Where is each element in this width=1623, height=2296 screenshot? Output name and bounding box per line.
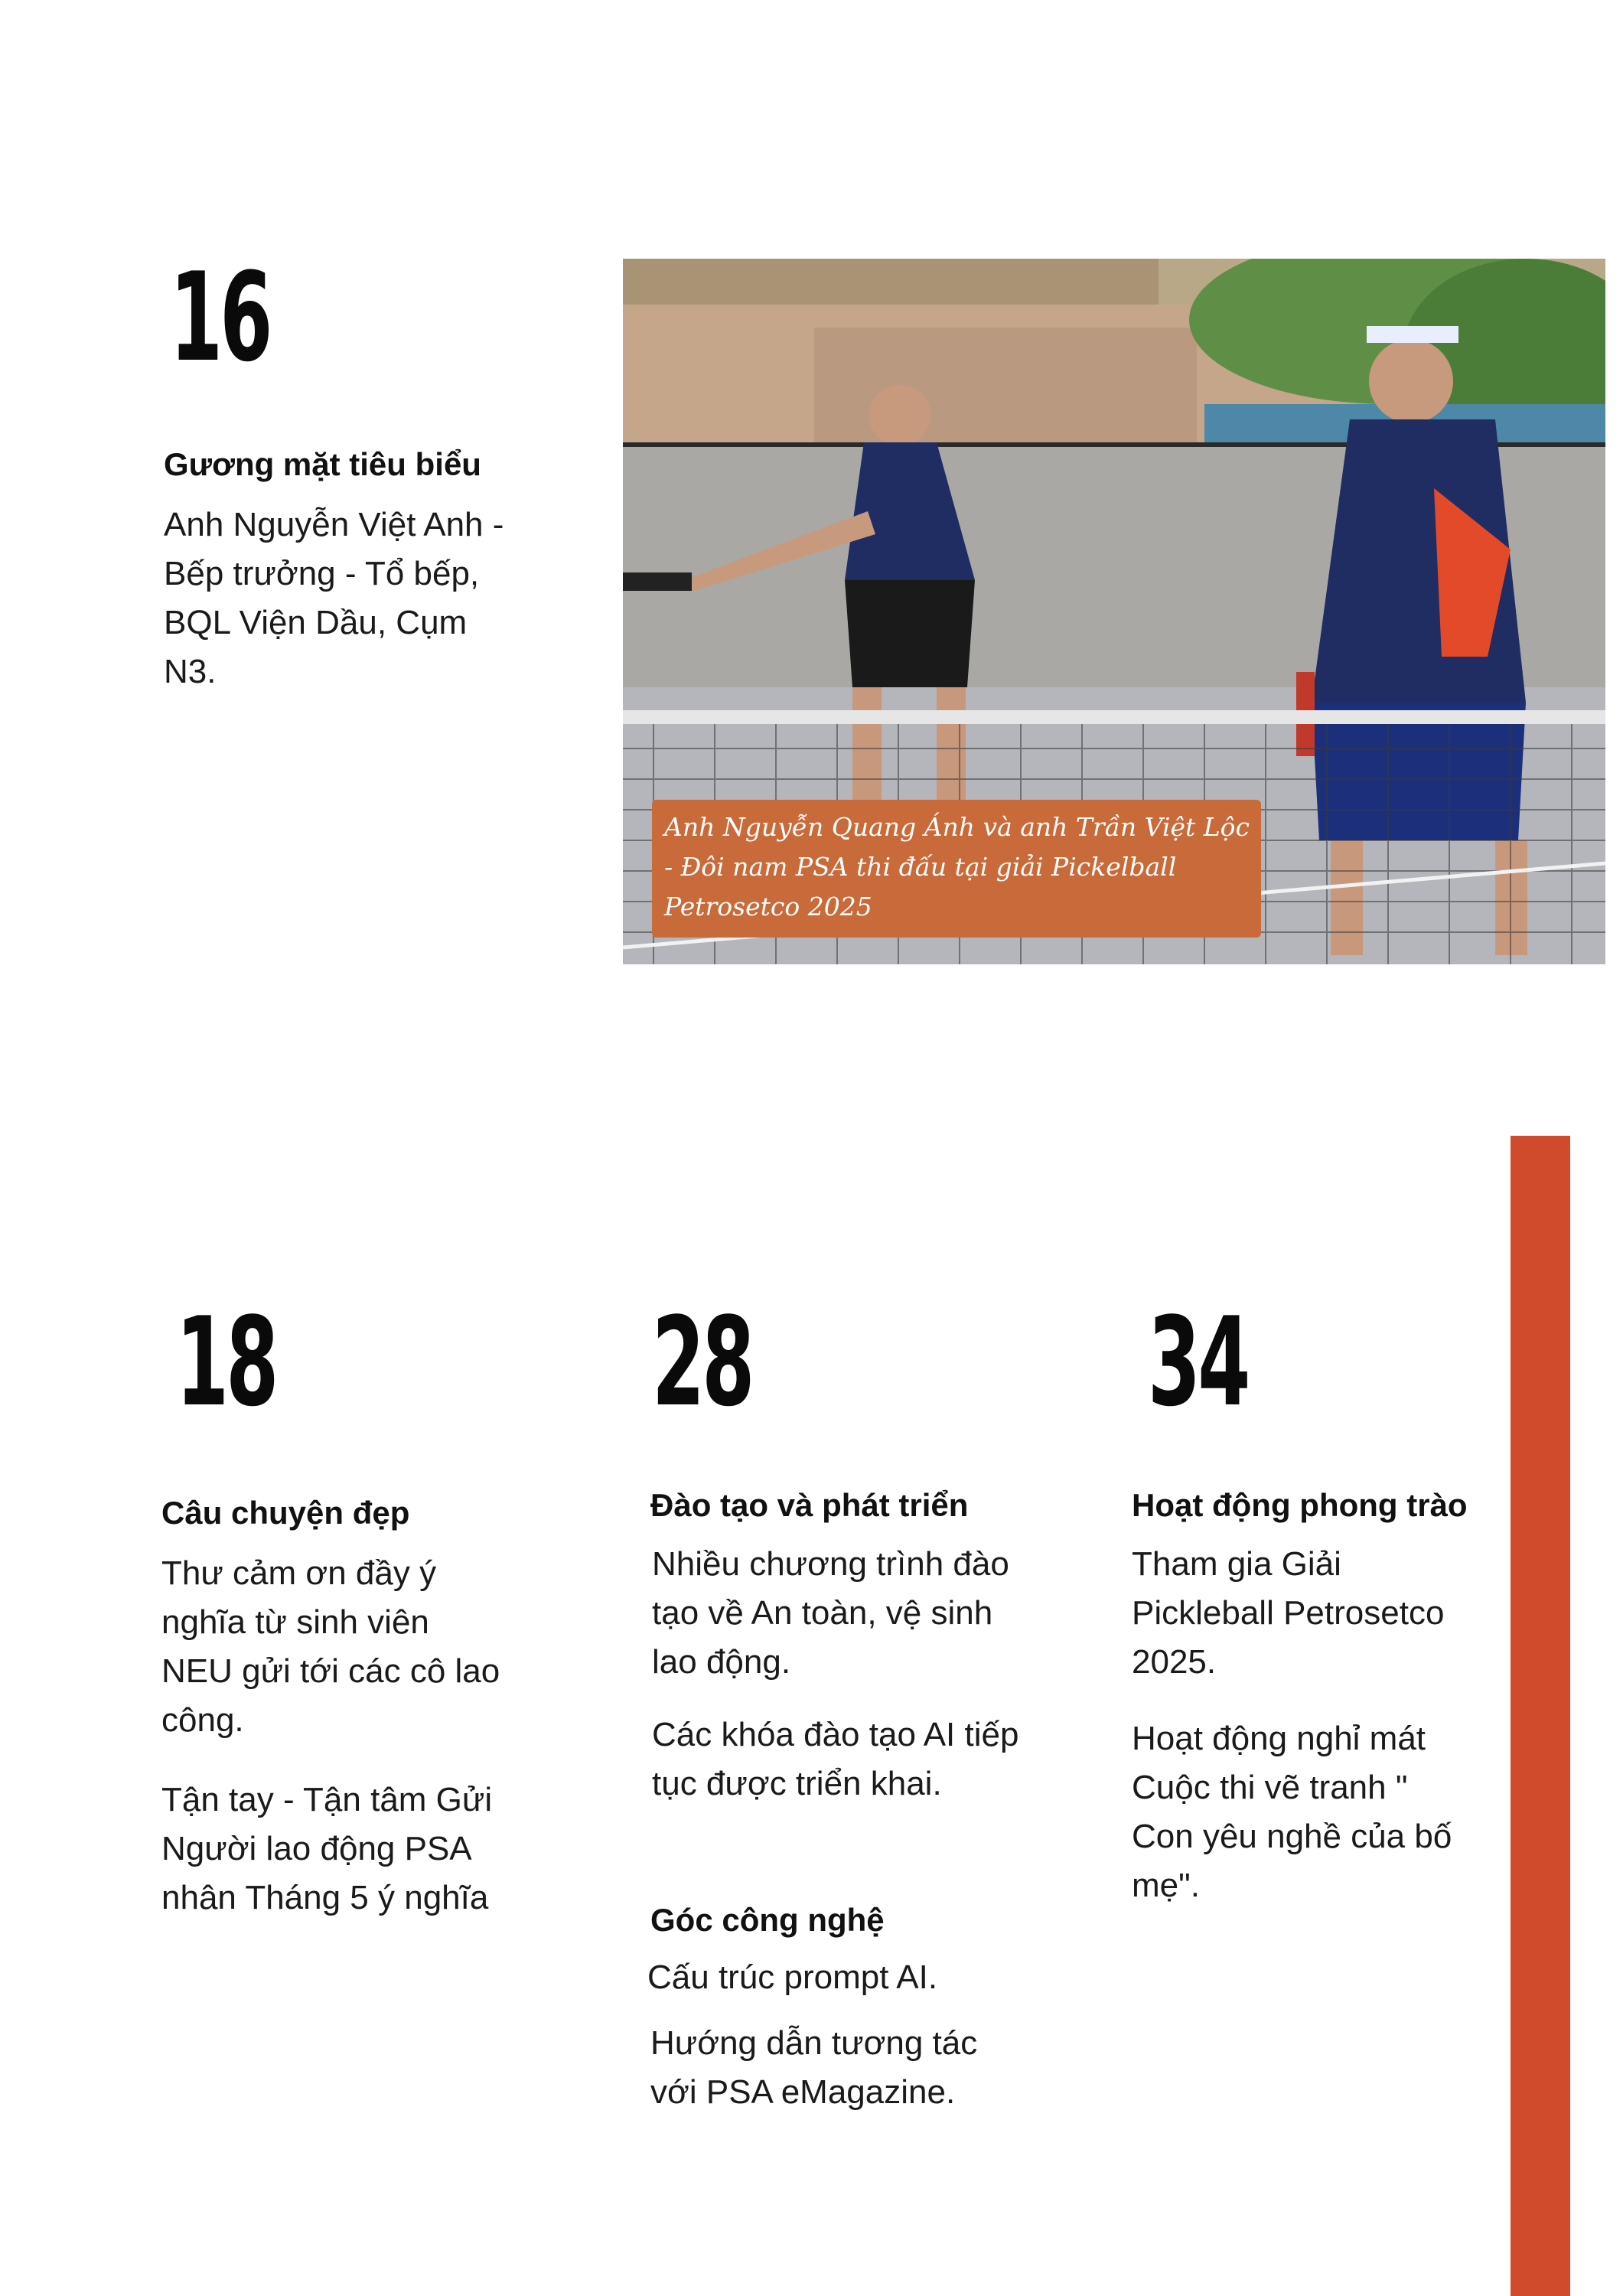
page-number-28: 28	[652, 1290, 752, 1433]
training-paragraph-2: Các khóa đào tạo AI tiếp tục được triển khai.	[652, 1716, 1019, 1802]
section-title-featured-face: Gương mặt tiêu biểu	[164, 446, 481, 482]
technology-paragraph-2: Hướng dẫn tương tác với PSA eMagazine.	[650, 2024, 978, 2111]
beautiful-stories-paragraph-1: Thư cảm ơn đầy ý nghĩa từ sinh viên NEU gửi tới các cô lao công.	[161, 1554, 500, 1739]
accent-bar	[1511, 1136, 1570, 2296]
activities-paragraph-1: Tham gia Giải Pickleball Petrosetco 2025.	[1132, 1545, 1445, 1681]
page-number-18: 18	[176, 1290, 276, 1433]
page-number-34: 34	[1148, 1290, 1248, 1433]
page-number-16: 16	[170, 246, 270, 389]
section-title-beautiful-stories: Câu chuyện đẹp	[161, 1495, 410, 1531]
photo-caption: Anh Nguyễn Quang Ánh và anh Trần Việt Lộc - Đôi nam PSA thi đấu tại giải Pickelball Petrosetco 2025	[652, 800, 1261, 938]
section-title-movement-activities: Hoạt động phong trào	[1132, 1487, 1468, 1523]
section-subtitle-technology-corner: Góc công nghệ	[650, 1902, 885, 1938]
training-paragraph-1: Nhiều chương trình đào tạo về An toàn, vệ sinh lao động.	[652, 1545, 1009, 1681]
featured-face-description: Anh Nguyễn Việt Anh - Bếp trưởng - Tổ bếp, BQL Viện Dầu, Cụm N3.	[164, 506, 504, 690]
beautiful-stories-paragraph-2: Tận tay - Tận tâm Gửi Người lao động PSA nhân Tháng 5 ý nghĩa	[161, 1781, 493, 1916]
technology-paragraph-1: Cấu trúc prompt AI.	[647, 1958, 938, 1996]
section-title-training-development: Đào tạo và phát triển	[650, 1487, 969, 1523]
activities-paragraph-2: Hoạt động nghỉ mát Cuộc thi vẽ tranh " Con yêu nghề của bố mẹ".	[1132, 1720, 1452, 1904]
